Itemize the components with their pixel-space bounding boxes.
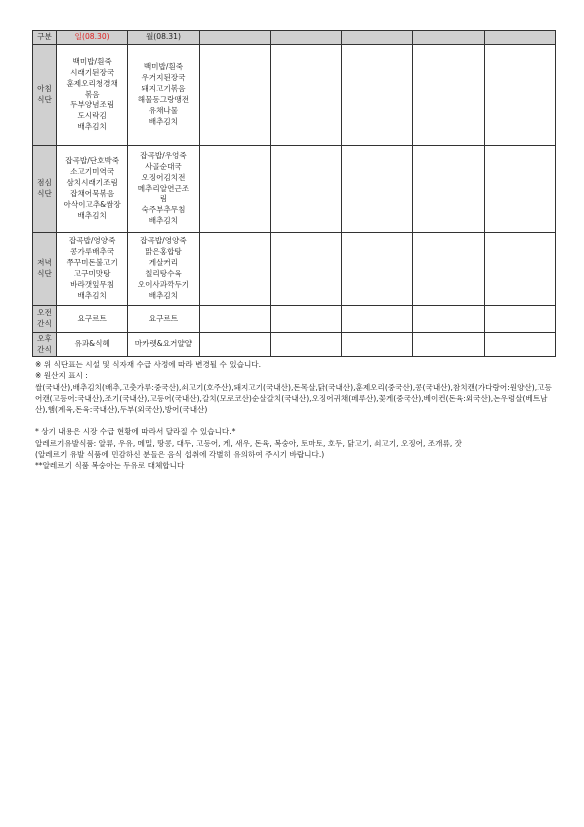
menu-item: 마카렛&요거얄얄 [134, 339, 193, 349]
meal-label [33, 306, 57, 333]
menu-sheet [32, 30, 555, 472]
menu-cell [199, 333, 270, 357]
menu-item: 고구미맛탕 [73, 269, 111, 278]
meal-label-line: 오후 [37, 333, 52, 343]
origin-list: 쌀(국내산),배추김치(배추,고춧가루:중국산),쇠고기(호주산),돼지고기(국내산),돈목살,닭(국내산),훈제오리(중국산),콩(국내산),참치캔(가다랑어:원양산),고등어캔(고등어:국내산),조기(국내산),고등어(국내산),갈치(모로코산)순살갈치(국내산),오징어귀채(페루산),꽃게(중국산),베이컨(돈육:외국산),논우렁살(베트남산),햄(계육,돈육:국내산),두부(외국산),방어(국내산) [35, 382, 552, 415]
menu-item: 해물동그랑땡전 [137, 95, 190, 104]
dinner-row [33, 233, 556, 306]
menu-cell [57, 45, 128, 146]
menu-cell [199, 45, 270, 146]
menu-item: 배추김치 [77, 122, 107, 132]
notes-section [32, 359, 557, 472]
market-notice: * 상기 내용은 시장 수급 현황에 따라서 달라질 수 있습니다.* [35, 427, 236, 437]
menu-item: 사골순대국 [145, 161, 182, 171]
menu-cell [342, 146, 413, 233]
menu-cell [57, 333, 128, 357]
menu-cell [484, 333, 555, 357]
menu-cell [342, 306, 413, 333]
menu-item: 두부양념조림 [70, 100, 115, 110]
menu-item: 메추리알연근조 [137, 183, 190, 193]
menu-cell [128, 233, 199, 306]
menu-item: 도시락김 [77, 111, 107, 121]
day-header [270, 31, 341, 45]
allergy-caution: (알레르기 유발 식품에 민감하신 분들은 음식 섭취에 각별히 유의하여 주시기 바랍니다.) [35, 450, 325, 460]
day-header: 일(08.30) [57, 31, 128, 45]
menu-item: 숙주부추무침 [141, 205, 186, 215]
soy-substitute-note: **알레르기 식품 복숭아는 두유로 대체합니다 [35, 461, 185, 471]
menu-item: 백미밥/흰죽 [143, 62, 184, 72]
menu-item: 돼지고기볶음 [141, 84, 186, 94]
menu-item: 삼치시래기조림 [66, 178, 118, 188]
change-notice: ※ 위 식단표는 시설 및 식자재 수급 사정에 따라 변경될 수 있습니다. [35, 360, 262, 369]
menu-cell [484, 233, 555, 306]
menu-item: 잡채어묵볶음 [70, 189, 115, 198]
meal-label [33, 146, 57, 233]
menu-item: 소고기미역국 [70, 167, 115, 177]
day-header [413, 31, 484, 45]
meal-label-line: 식단 [37, 95, 52, 104]
menu-cell [342, 333, 413, 357]
menu-item: 볶음 [84, 89, 100, 99]
day-header [342, 31, 413, 45]
menu-item: 쭈꾸미돈불고기 [66, 258, 118, 268]
meal-label [33, 45, 57, 146]
menu-item: 배추김치 [77, 290, 107, 300]
menu-cell [128, 306, 199, 333]
menu-item: 잡곡밥/우엉죽 [140, 150, 187, 160]
menu-cell [342, 45, 413, 146]
menu-cell [270, 45, 341, 146]
menu-item: 배추김치 [148, 290, 179, 300]
menu-item: 배추김치 [77, 210, 107, 220]
meal-label-line: 간식 [37, 344, 52, 354]
menu-cell [342, 233, 413, 306]
menu-item: 요구르트 [77, 313, 107, 323]
menu-item: 잡곡밥/영양죽 [140, 236, 187, 246]
menu-cell [413, 306, 484, 333]
menu-cell [484, 306, 555, 333]
menu-cell [128, 333, 199, 357]
afternoon-snack-row [33, 333, 556, 357]
meal-label [33, 233, 57, 306]
menu-item: 유채나물 [148, 105, 179, 115]
menu-item: 백미밥/흰죽 [72, 56, 112, 66]
weekly-menu-table [32, 30, 556, 357]
menu-item: 배추김치 [148, 116, 179, 126]
menu-cell [128, 146, 199, 233]
menu-item: 오이사과깍두기 [137, 279, 190, 289]
meal-label-line: 식단 [37, 269, 52, 278]
lunch-row [33, 146, 556, 233]
breakfast-row [33, 45, 556, 146]
category-header: 구분 [33, 31, 57, 45]
menu-cell [57, 306, 128, 333]
menu-cell [270, 333, 341, 357]
menu-cell [270, 233, 341, 306]
menu-cell [413, 233, 484, 306]
menu-cell [413, 45, 484, 146]
menu-cell [199, 233, 270, 306]
menu-item: 아삭이고추&쌈장 [63, 199, 121, 209]
menu-cell [484, 45, 555, 146]
meal-label-line: 오전 [37, 308, 52, 318]
meal-label-line: 저녁 [37, 258, 52, 268]
menu-cell [484, 146, 555, 233]
menu-cell [57, 146, 128, 233]
header-row [33, 31, 556, 45]
menu-item: 요구르트 [148, 313, 179, 323]
menu-cell [199, 306, 270, 333]
menu-cell [413, 146, 484, 233]
menu-item: 림 [159, 194, 168, 204]
meal-label-line: 식단 [37, 189, 52, 198]
menu-cell [270, 146, 341, 233]
origin-title: ※ 원산지 표시 : [35, 371, 88, 381]
meal-label-line: 간식 [37, 319, 52, 328]
morning-snack-row [33, 306, 556, 333]
day-header: 월(08.31) [128, 31, 199, 45]
menu-item: 잡곡밥/단호박죽 [65, 156, 120, 166]
meal-label-line: 아침 [37, 84, 52, 94]
menu-cell [57, 233, 128, 306]
allergy-list: 알레르기유발식품: 알류, 우유, 메밀, 땅콩, 대두, 고등어, 게, 새우, 돈육, 복숭아, 토마토, 호두, 닭고기, 쇠고기, 오징어, 조개류, 잣 [35, 438, 462, 448]
meal-label-line: 점심 [37, 178, 52, 188]
menu-cell [128, 45, 199, 146]
menu-item: 유과&식혜 [74, 339, 110, 349]
menu-cell [199, 146, 270, 233]
day-header [199, 31, 270, 45]
menu-item: 게살커리 [148, 258, 179, 268]
menu-item: 시래기된장국 [70, 67, 115, 77]
day-header [484, 31, 555, 45]
menu-cell [270, 306, 341, 333]
menu-item: 칠리탕수육 [145, 269, 182, 278]
menu-item: 잡곡밥/영양죽 [68, 236, 116, 246]
menu-item: 배추김치 [148, 216, 179, 226]
menu-item: 맑은홍합탕 [145, 247, 182, 257]
meal-label [33, 333, 57, 357]
menu-item: 훈제오리청경채 [66, 78, 118, 88]
menu-item: 오징어김치전 [141, 172, 186, 182]
menu-item: 콩가루배추국 [70, 247, 115, 257]
menu-item: 바라갯잎무침 [70, 279, 115, 289]
menu-cell [413, 333, 484, 357]
menu-item: 우거지된장국 [141, 73, 186, 83]
